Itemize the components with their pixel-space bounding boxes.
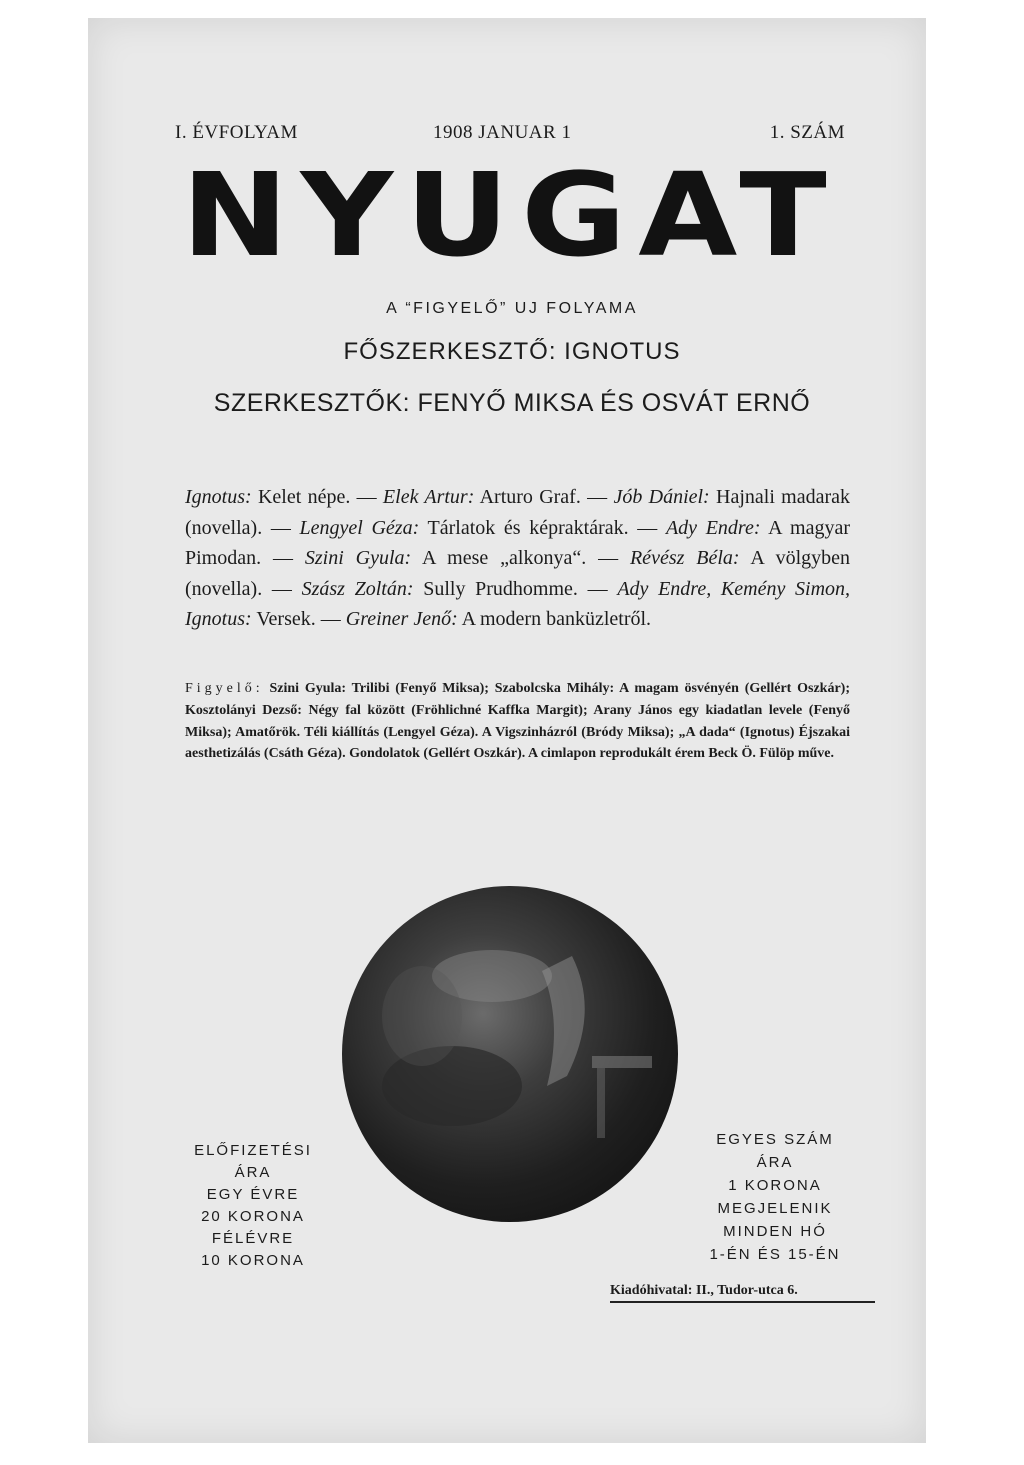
table-of-contents: Ignotus: Kelet népe. — Elek Artur: Arturo Graf. — Jób Dániel: Hajnali madarak (novella). — Lengyel Géza: Tárlatok és képraktárak. — Ady Endre: A magyar Pimodan. — Szini Gyula: A mese „alkonya“. — Révész Béla: A völgyben (novella). — Szász Zoltán: Sully Prudhomme. — Ady Endre, Kemény Simon, Ignotus: Versek. — Greiner Jenő: A modern banküzletről. xyxy=(185,486,851,630)
contents-author: Jób Dániel: xyxy=(613,486,710,508)
publisher-address: Kiadóhivatal: II., Tudor-utca 6. xyxy=(610,1283,875,1303)
single-issue-line: 1 KORONA xyxy=(728,1177,822,1194)
contents-title: Versek. xyxy=(256,608,316,630)
subscription-price xyxy=(168,1140,338,1272)
figyelo-section xyxy=(185,678,850,765)
masthead-title: NYUGAT xyxy=(181,149,839,284)
volume-label: I. ÉVFOLYAM xyxy=(175,122,298,143)
subtitle: A “FIGYELŐ” UJ FOLYAMA xyxy=(386,300,638,317)
issue-number: 1. SZÁM xyxy=(769,122,845,143)
contents-entry xyxy=(302,578,578,600)
single-issue-price xyxy=(690,1128,860,1266)
single-issue-line: 1-ÉN ÉS 15-ÉN xyxy=(709,1246,841,1263)
contents-entry xyxy=(383,486,581,508)
editors-line: SZERKESZTŐK: FENYŐ MIKSA ÉS OSVÁT ERNŐ xyxy=(213,389,811,417)
single-issue-line: ÁRA xyxy=(756,1154,794,1171)
contents-entry xyxy=(305,547,586,569)
contents-title: Kelet népe. xyxy=(257,486,351,508)
single-issue-line: MEGJELENIK xyxy=(717,1200,833,1217)
subscription-line: 20 KORONA xyxy=(201,1208,305,1225)
contents-author: Ady Endre: xyxy=(665,516,761,539)
contents-author: Ignotus: xyxy=(185,486,252,508)
contents-author: Szász Zoltán: xyxy=(301,577,414,600)
contents-entry xyxy=(185,486,350,508)
contents-entry xyxy=(300,517,629,539)
contents-author: Szini Gyula: xyxy=(304,547,412,569)
issue-header-line xyxy=(175,122,845,150)
contents-entry xyxy=(346,608,651,630)
figyelo-text: Szini Gyula: Trilibi (Fenyő Miksa); Szabolcska Mihály: A magam ösvényén (Gellért Oszkár); Kosztolányi Dezső: Négy fal között (Fröhlichné Kaffka Margit); Arany János egy kiadatlan levele (Fenyő Miksa); Amatőrök. Téli kiállítás (Lengyel Géza). A Vigszinházról (Bródy Miksa); „A dada“ (Ignotus) Éjszakai aesthetizálás (Csáth Géza). Gondolatok (Gellért Oszkár). A cimlapon reprodukált érem Beck Ö. Fülöp műve. xyxy=(185,681,851,762)
contents-author: Elek Artur: xyxy=(382,486,475,508)
contents-title: Hajnali madarak (novella). xyxy=(185,486,851,539)
single-issue-line: EGYES SZÁM xyxy=(716,1131,834,1148)
contents-author: Lengyel Géza: xyxy=(299,516,420,539)
contents-title: A magyar Pimodan. xyxy=(185,516,851,569)
contents-title: A mese „alkonya“. xyxy=(421,547,587,569)
contents-author: Révész Béla: xyxy=(629,547,740,569)
contents-title: Sully Prudhomme. xyxy=(423,577,578,600)
issue-date: 1908 JANUAR 1 xyxy=(433,122,572,143)
single-issue-line: MINDEN HÓ xyxy=(723,1223,827,1240)
subscription-line: FÉLÉVRE xyxy=(211,1230,295,1247)
subscription-line: 10 KORONA xyxy=(201,1252,305,1269)
subscription-line: ELŐFIZETÉSI xyxy=(194,1142,312,1159)
contents-title: A modern banküzletről. xyxy=(461,608,652,630)
chief-editor-line: FŐSZERKESZTŐ: IGNOTUS xyxy=(343,338,681,365)
subscription-line: ÁRA xyxy=(234,1164,272,1181)
contents-author: Ady Endre, Kemény Simon, Ignotus: xyxy=(185,577,851,630)
medal-image xyxy=(342,886,678,1222)
contents-title: A völgyben (novella). xyxy=(185,547,851,600)
figyelo-lead: Figyelő: xyxy=(185,681,264,696)
contents-author: Greiner Jenő: xyxy=(345,608,458,630)
subscription-line: EGY ÉVRE xyxy=(206,1186,300,1203)
contents-title: Arturo Graf. xyxy=(479,486,581,508)
contents-title: Tárlatok és képraktárak. xyxy=(427,516,629,539)
